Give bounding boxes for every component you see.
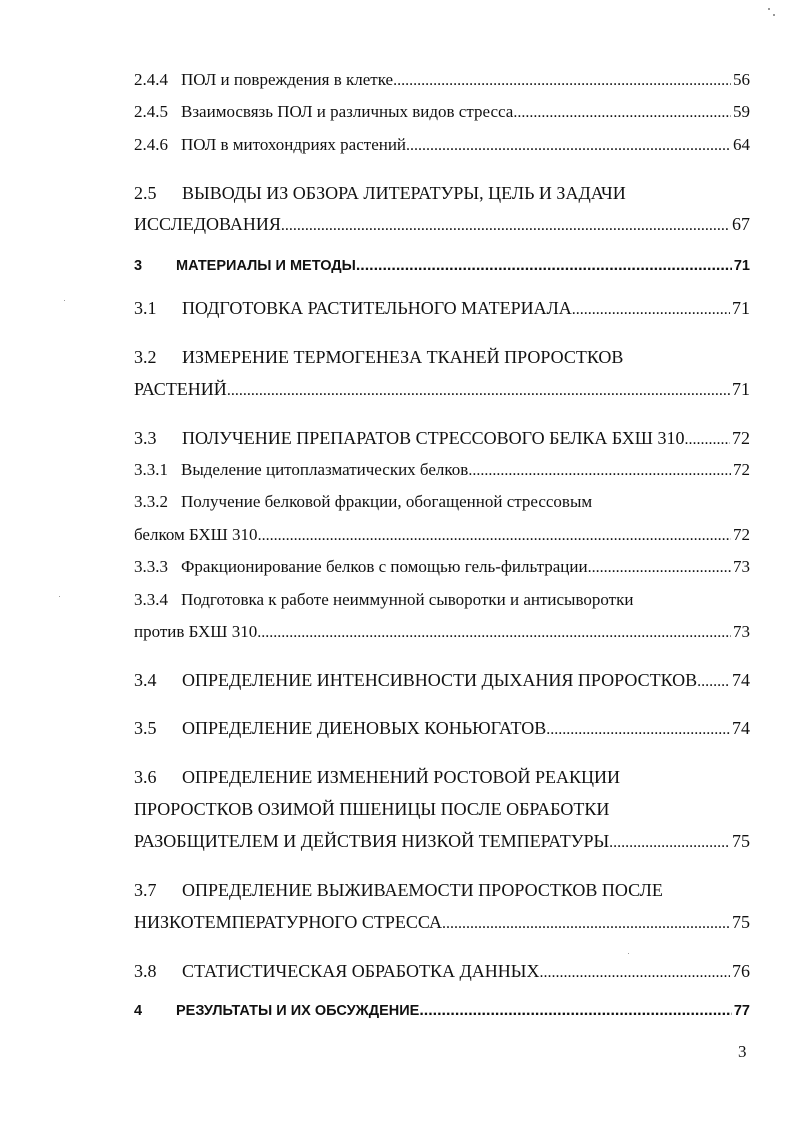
toc-page: 67 — [732, 214, 750, 234]
toc-page: 75 — [732, 831, 750, 851]
toc-entry-3-3-2[interactable] — [134, 492, 750, 512]
toc-number: 2.4.5 — [134, 102, 168, 121]
scan-speck — [768, 8, 770, 10]
toc-entry-2-5[interactable] — [134, 183, 750, 203]
toc-title: РЕЗУЛЬТАТЫ И ИХ ОБСУЖДЕНИЕ — [176, 1003, 420, 1019]
toc-entry-2-5-cont[interactable] — [134, 214, 750, 236]
toc-entry-4[interactable] — [134, 1001, 750, 1021]
toc-title-line2: белком БХШ 310 — [134, 525, 258, 544]
toc-title-line2: ПРОРОСТКОВ ОЗИМОЙ ПШЕНИЦЫ ПОСЛЕ ОБРАБОТКИ — [134, 799, 610, 819]
toc-page: 74 — [732, 670, 750, 690]
toc-page: 56 — [733, 70, 750, 89]
toc-entry-3-2-cont[interactable] — [134, 379, 750, 401]
toc-title: Фракционирование белков с помощью гель-фильтрации — [181, 557, 588, 576]
dot-leader — [281, 216, 730, 236]
toc-title-line1: ВЫВОДЫ ИЗ ОБЗОРА ЛИТЕРАТУРЫ, ЦЕЛЬ И ЗАДАЧИ — [182, 183, 626, 203]
toc-title: ОПРЕДЕЛЕНИЕ ИНТЕНСИВНОСТИ ДЫХАНИЯ ПРОРОСТКОВ — [182, 670, 698, 690]
toc-number: 2.5 — [134, 183, 157, 203]
toc-title-line2: против БХШ 310 — [134, 622, 258, 641]
toc-entry-3-3-4-cont[interactable] — [134, 622, 750, 643]
toc-entry-3-6[interactable] — [134, 767, 750, 787]
toc-title-line2: ИССЛЕДОВАНИЯ — [134, 214, 281, 234]
dot-leader — [513, 103, 731, 123]
toc-entry-2-4-5[interactable] — [134, 102, 750, 123]
dot-leader — [406, 136, 731, 156]
toc-entry-3-3-4[interactable] — [134, 590, 750, 610]
toc-entry-2-4-4[interactable] — [134, 70, 750, 91]
toc-entry-3-3-3[interactable] — [134, 557, 750, 578]
toc-title-line1: Подготовка к работе неиммунной сыворотки и антисыворотки — [181, 590, 634, 609]
dot-leader — [393, 71, 731, 91]
toc-entry-3-1[interactable] — [134, 298, 750, 320]
toc-number: 3.2 — [134, 347, 157, 367]
toc-title: МАТЕРИАЛЫ И МЕТОДЫ — [176, 258, 356, 274]
toc-page: 74 — [732, 718, 750, 738]
dot-leader — [697, 672, 730, 692]
toc-title: ПОЛУЧЕНИЕ ПРЕПАРАТОВ СТРЕССОВОГО БЕЛКА БХШ 310 — [182, 428, 685, 448]
toc-page: 72 — [732, 428, 750, 448]
dot-leader — [356, 256, 732, 276]
toc-page: 72 — [733, 460, 750, 479]
toc-entry-2-4-6[interactable] — [134, 135, 750, 156]
toc-title-line1: ОПРЕДЕЛЕНИЕ ИЗМЕНЕНИЙ РОСТОВОЙ РЕАКЦИИ — [182, 767, 620, 787]
toc-number: 3.3 — [134, 428, 157, 448]
dot-leader — [684, 430, 730, 450]
toc-title: ОПРЕДЕЛЕНИЕ ДИЕНОВЫХ КОНЬЮГАТОВ — [182, 718, 547, 738]
toc-page: 71 — [732, 379, 750, 399]
toc-number: 3.6 — [134, 767, 157, 787]
toc-title: Взаимосвязь ПОЛ и различных видов стресса — [181, 102, 514, 121]
toc-number: 2.4.4 — [134, 70, 168, 89]
page-number: 3 — [738, 1042, 747, 1061]
toc-number: 3.3.4 — [134, 590, 168, 609]
toc-entry-3-7-cont[interactable] — [134, 912, 750, 934]
toc-number: 3.4 — [134, 670, 157, 690]
toc-number: 3.3.3 — [134, 557, 168, 576]
toc-entry-3-3-2-cont[interactable] — [134, 525, 750, 546]
toc-number: 3.1 — [134, 298, 157, 318]
toc-entry-3-8[interactable] — [134, 961, 750, 983]
dot-leader — [546, 720, 730, 740]
dot-leader — [588, 558, 731, 578]
dot-leader — [468, 461, 731, 481]
toc-page: 73 — [733, 557, 750, 576]
dot-leader — [258, 526, 731, 546]
toc-title-line2: НИЗКОТЕМПЕРАТУРНОГО СТРЕССА — [134, 912, 443, 932]
toc-entry-3-3-1[interactable] — [134, 460, 750, 481]
toc-page: 64 — [733, 135, 750, 154]
toc-number: 3 — [134, 258, 143, 274]
toc-entry-3-4[interactable] — [134, 670, 750, 692]
dot-leader — [609, 833, 730, 853]
toc-page: 59 — [733, 102, 750, 121]
toc-title-line2: РАСТЕНИЙ — [134, 379, 227, 399]
toc-title: Выделение цитоплазматических белков — [181, 460, 469, 479]
toc-entry-3-6-cont2[interactable] — [134, 831, 750, 853]
toc-title-line1: Получение белковой фракции, обогащенной стрессовым — [181, 492, 593, 511]
toc-number: 4 — [134, 1003, 143, 1019]
toc-page: 77 — [733, 1003, 750, 1019]
toc-page: 71 — [732, 298, 750, 318]
scan-speck — [628, 953, 629, 954]
toc-page: 71 — [733, 258, 750, 274]
dot-leader — [442, 914, 730, 934]
toc-number: 3.7 — [134, 880, 157, 900]
toc-title-line3: РАЗОБЩИТЕЛЕМ И ДЕЙСТВИЯ НИЗКОЙ ТЕМПЕРАТУРЫ — [134, 831, 610, 851]
toc-title: ПОЛ и повреждения в клетке — [181, 70, 394, 89]
dot-leader — [539, 963, 730, 983]
toc-entry-3-6-cont1[interactable] — [134, 799, 750, 819]
toc-page: 73 — [733, 622, 750, 641]
scan-speck — [64, 300, 65, 301]
dot-leader — [419, 1001, 732, 1021]
toc-entry-3-5[interactable] — [134, 718, 750, 740]
toc-title-line1: ОПРЕДЕЛЕНИЕ ВЫЖИВАЕМОСТИ ПРОРОСТКОВ ПОСЛЕ — [182, 880, 663, 900]
toc-page: 75 — [732, 912, 750, 932]
toc-title-line1: ИЗМЕРЕНИЕ ТЕРМОГЕНЕЗА ТКАНЕЙ ПРОРОСТКОВ — [182, 347, 624, 367]
toc-number: 2.4.6 — [134, 135, 168, 154]
scan-speck — [59, 596, 60, 597]
toc-title: ПОДГОТОВКА РАСТИТЕЛЬНОГО МАТЕРИАЛА — [182, 298, 572, 318]
toc-number: 3.5 — [134, 718, 157, 738]
toc-page: 72 — [733, 525, 750, 544]
dot-leader — [572, 300, 730, 320]
toc-number: 3.8 — [134, 961, 157, 981]
dot-leader — [257, 623, 731, 643]
toc-entry-3-3[interactable] — [134, 428, 750, 450]
dot-leader — [227, 381, 730, 401]
toc-title: СТАТИСТИЧЕСКАЯ ОБРАБОТКА ДАННЫХ — [182, 961, 540, 981]
toc-title: ПОЛ в митохондриях растений — [181, 135, 407, 154]
toc-entry-3-7[interactable] — [134, 880, 750, 900]
toc-number: 3.3.2 — [134, 492, 168, 511]
toc-number: 3.3.1 — [134, 460, 168, 479]
toc-entry-3[interactable] — [134, 256, 750, 276]
scan-speck — [773, 14, 775, 16]
toc-entry-3-2[interactable] — [134, 347, 750, 367]
toc-page: 76 — [732, 961, 750, 981]
